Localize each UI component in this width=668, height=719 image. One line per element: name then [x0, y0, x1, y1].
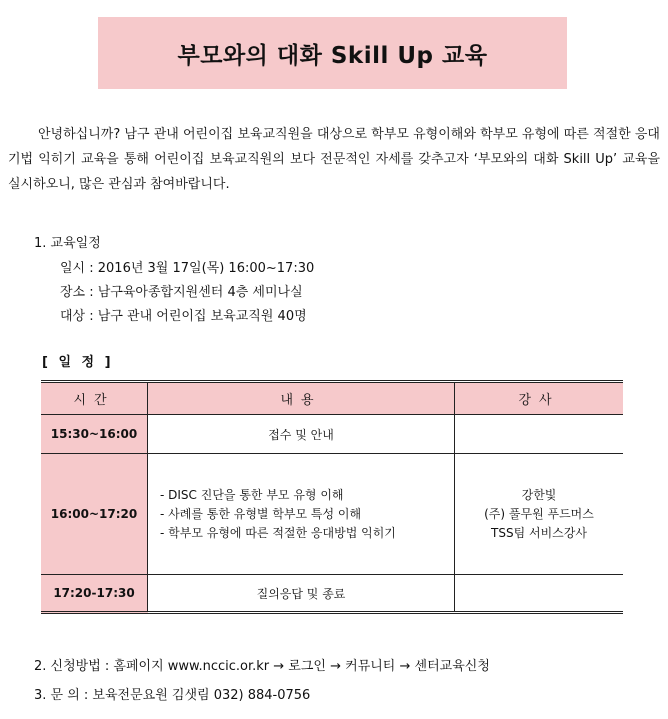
intro-text: 안녕하십니까? 남구 관내 어린이집 보육교직원을 대상으로 학부모 유형이해와 학부모 유형에 따른 적절한 응대기법 익히기 교육을 통해 어린이집 보육교직원의 보다 전문적인 자세를 갖추고자 ‘부모와의 대화 Skill Up’ 교육을 실시하오니, 많은 관심과 참여바랍니다.	[8, 127, 660, 192]
row-lecturer	[455, 575, 624, 613]
header-content: 내용	[148, 382, 455, 415]
row-content	[148, 454, 455, 575]
content-item: - 학부모 유형에 따른 적절한 응대방법 익히기	[160, 525, 396, 540]
schedule-table	[41, 380, 623, 614]
row-time: 15:30~16:00	[41, 415, 148, 454]
lecturer-company: (주) 풀무원 푸드머스	[484, 506, 594, 521]
row-time: 16:00~17:20	[41, 454, 148, 575]
content-item: - 사례를 통한 유형별 학부모 특성 이해	[160, 506, 362, 521]
section-application: 2. 신청방법 : 홈페이지 www.nccic.or.kr → 로그인 → 커뮤니티 → 센터교육신청	[34, 659, 490, 674]
event-place: 장소 : 남구육아종합지원센터 4층 세미나실	[60, 285, 303, 300]
section-schedule-heading: 1. 교육일정	[34, 236, 101, 251]
row-time: 17:20-17:30	[41, 575, 148, 613]
row-lecturer	[455, 415, 624, 454]
schedule-label: [ 일 정 ]	[42, 355, 114, 370]
event-target: 대상 : 남구 관내 어린이집 보육교직원 40명	[60, 309, 307, 324]
page-title: 부모와의 대화 Skill Up 교육	[98, 17, 567, 89]
event-date: 일시 : 2016년 3월 17일(목) 16:00~17:30	[60, 261, 315, 276]
table-row	[41, 575, 623, 613]
lecturer-title: TSS팀 서비스강사	[491, 525, 587, 540]
table-row	[41, 454, 623, 575]
header-time: 시간	[41, 382, 148, 415]
table-header-row	[41, 382, 623, 415]
row-content: 질의응답 및 종료	[148, 575, 455, 613]
row-lecturer	[455, 454, 624, 575]
table-row	[41, 415, 623, 454]
lecturer-name: 강한빛	[521, 487, 557, 502]
section-contact: 3. 문 의 : 보육전문요원 김샛림 032) 884-0756	[34, 688, 311, 703]
row-content: 접수 및 안내	[148, 415, 455, 454]
content-item: - DISC 진단을 통한 부모 유형 이해	[160, 487, 344, 502]
intro-paragraph	[8, 122, 660, 197]
header-lecturer: 강사	[455, 382, 624, 415]
